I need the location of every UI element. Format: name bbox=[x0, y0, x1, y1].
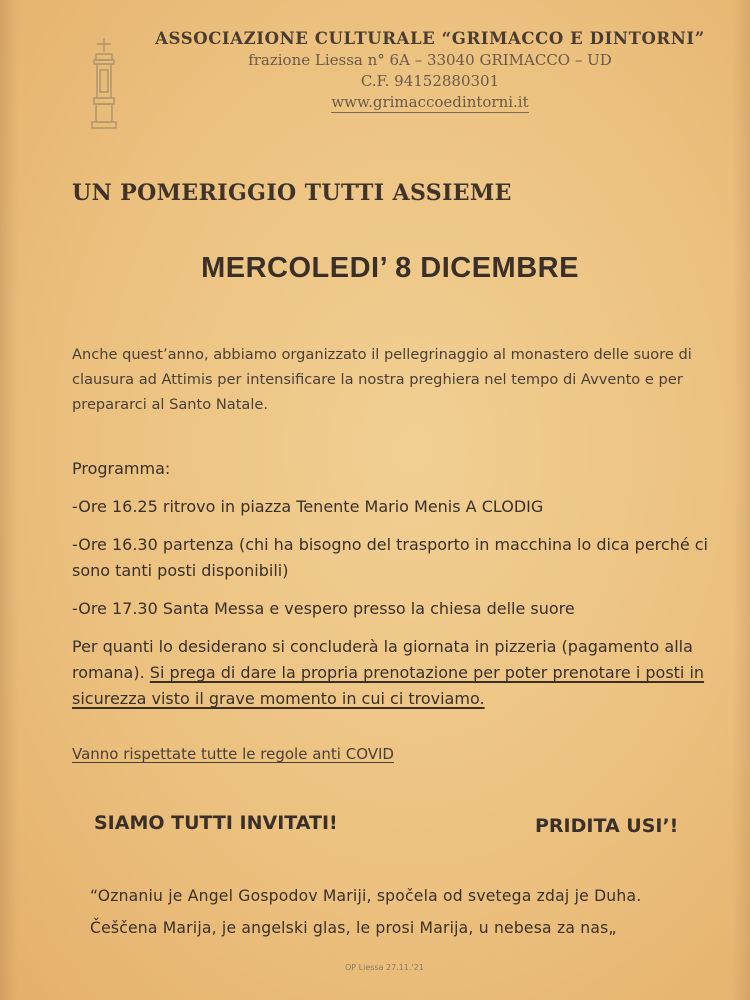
footer-note: OP Liessa 27.11.'21 bbox=[345, 963, 424, 972]
program-item-departure: -Ore 16.30 partenza (chi ha bisogno del trasporto in macchina lo dica perché ci sono tanti posti disponibili) bbox=[72, 535, 708, 580]
intro-paragraph: Anche quest’anno, abbiamo organizzato il pellegrinaggio al monastero delle suore di clausura ad Attimis per intensificare la nostra preghiera nel tempo di Avvento e per prepararci al Santo Natale. bbox=[72, 346, 692, 413]
covid-notice: Vanno rispettate tutte le regole anti COVID bbox=[72, 745, 394, 763]
prayer-quote-line-2: Češčena Marija, je angelski glas, le prosi Marija, u nebesa za nas„ bbox=[90, 919, 617, 937]
program-item-mass: -Ore 17.30 Santa Messa e vespero presso la chiesa delle suore bbox=[72, 599, 575, 618]
organization-address: frazione Liessa n° 6A – 33040 GRIMACCO – UD bbox=[248, 51, 612, 69]
association-header bbox=[150, 28, 710, 113]
program-heading: Programma: bbox=[72, 459, 171, 478]
event-subtitle: UN POMERIGGIO TUTTI ASSIEME bbox=[72, 180, 512, 206]
program-item-meeting: -Ore 16.25 ritrovo in piazza Tenente Mario Menis A CLODIG bbox=[72, 497, 544, 516]
booking-request-text: Si prega di dare la propria prenotazione per poter prenotare i posti in sicurezza visto il grave momento in cui ci troviamo. bbox=[72, 663, 705, 708]
prayer-quote-line-1: “Oznaniu je Angel Gospodov Mariji, spočela od svetega zdaj je Duha. bbox=[90, 887, 642, 905]
organization-name: ASSOCIAZIONE CULTURALE “GRIMACCO E DINTORNI” bbox=[155, 29, 705, 48]
paper-shadow-right bbox=[732, 0, 750, 1000]
event-date-title: MERCOLEDI’ 8 DICEMBRE bbox=[201, 252, 579, 284]
invitation-slovenian: PRIDITA USI’! bbox=[535, 815, 679, 837]
pizzeria-paragraph bbox=[72, 634, 712, 712]
cross-emblem-icon bbox=[84, 36, 124, 132]
organization-website-link[interactable]: www.grimaccoedintorni.it bbox=[331, 93, 529, 111]
pizzeria-text: Per quanti lo desiderano si concluderà la giornata in pizzeria (pagamento alla romana). bbox=[72, 637, 693, 682]
organization-tax-code: C.F. 94152880301 bbox=[360, 72, 500, 90]
invitation-italian: SIAMO TUTTI INVITATI! bbox=[94, 812, 338, 834]
paper-shadow-left bbox=[0, 0, 18, 1000]
prayer-quote bbox=[90, 880, 730, 944]
